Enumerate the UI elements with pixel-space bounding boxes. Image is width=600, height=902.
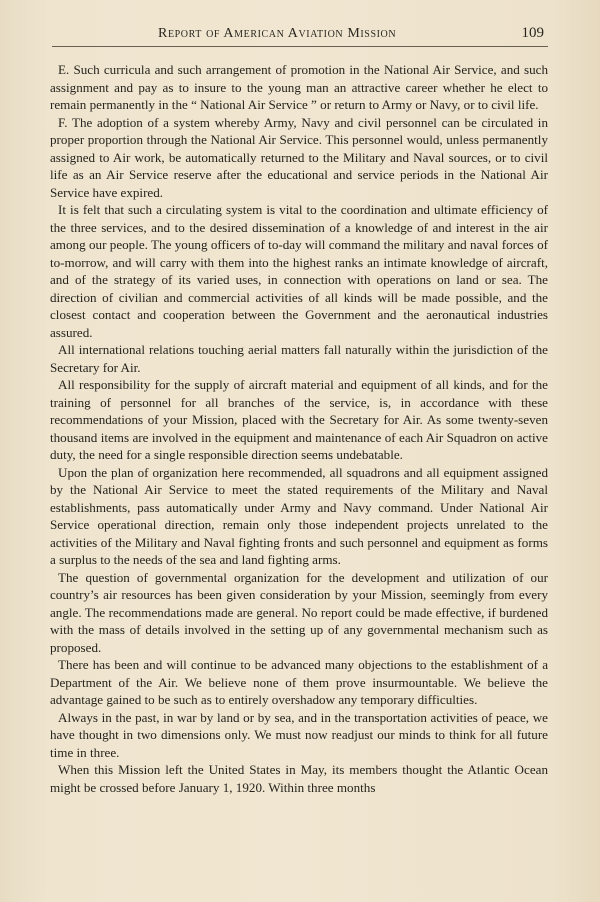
paragraph-three-dimensions: Always in the past, in war by land or by sea, and in the transportation activities of peace, we have thought in two dimensions only. We must now readjust our minds to think for all future time in three. (50, 709, 548, 760)
page-number: 109 (521, 25, 544, 41)
paragraph-supply-responsibility: All responsibility for the supply of aircraft material and equipment of all kinds, and for the training of personnel for all branches of the service, is, in accordance with these recommendations of your Mission, placed with the Secretary for Air. As some twenty-seven thousand items are involved in the equipment and maintenance of each Air Squadron on active duty, the need for a single responsible direction seems undebatable. (50, 377, 548, 462)
body-text (50, 61, 548, 796)
header-rule (52, 46, 548, 47)
paragraph-objections: There has been and will continue to be advanced many objections to the establishment of a Department of the Air. We believe none of them prove insurmountable. We believe the advantage gained to be such as to entirely overshadow any temporary difficulties. (50, 657, 548, 707)
paragraph-plan-of-organization: Upon the plan of organization here recommended, all squadrons and all equipment assigned by the National Air Service to meet the stated requirements of the Military and Naval establishments, pass automatically under Army and Navy command. Under National Air Service operational direction, remain only those independent projects unrelated to the activities of the Military and Naval fighting fronts and such personnel and equipment as forms a surplus to the needs of the sea and land fighting arms. (50, 464, 548, 567)
paragraph-e-curricula: E. Such curricula and such arrangement of promotion in the National Air Service, and such assignment and pay as to insure to the young man an attractive career whether he elect to remain permanently in the “ National Air Service ” or return to Army or Navy, or to civil life. (50, 62, 548, 112)
running-head-title: Report of American Aviation Mission (158, 26, 397, 41)
paragraph-governmental-organization: The question of governmental organization for the development and utilization of our country’s air resources has been given consideration by your Mission, seemingly from every angle. The recommendations made are general. No report could be made effective, if burdened with the mass of details involved in the setting up of any governmental mechanism such as proposed. (50, 569, 548, 655)
paragraph-circulating-system: It is felt that such a circulating system is vital to the coordination and ultimate efficiency of the three services, and to the desired dissemination of a knowledge of and interest in the air among our people. The young officers of to-day will command the military and naval forces of to-morrow, and will carry with them into the highest ranks an intimate knowledge of aircraft, and of the strategy of its varied uses, in connection with operations on land or sea. The direction of civilian and commercial activities of all kinds will be made possible, and the closest contact and cooperation between the Government and the aeronautical industries assured. (50, 202, 548, 340)
paragraph-f-personnel-circulation: F. The adoption of a system whereby Army, Navy and civil personnel can be circulated in proper proportion through the National Air Service. This personnel would, unless permanently assigned to Air work, be automatically returned to the Military and Naval sources, or to civil life as an Air Service reserve after the educational and service periods in the National Air Service have expired. (50, 114, 548, 200)
paragraph-international-relations: All international relations touching aerial matters fall naturally within the jurisdiction of the Secretary for Air. (50, 342, 548, 375)
running-head (52, 26, 548, 48)
paragraph-atlantic-crossing: When this Mission left the United States in May, its members thought the Atlantic Ocean might be crossed before January 1, 1920. Within three months (50, 762, 548, 795)
